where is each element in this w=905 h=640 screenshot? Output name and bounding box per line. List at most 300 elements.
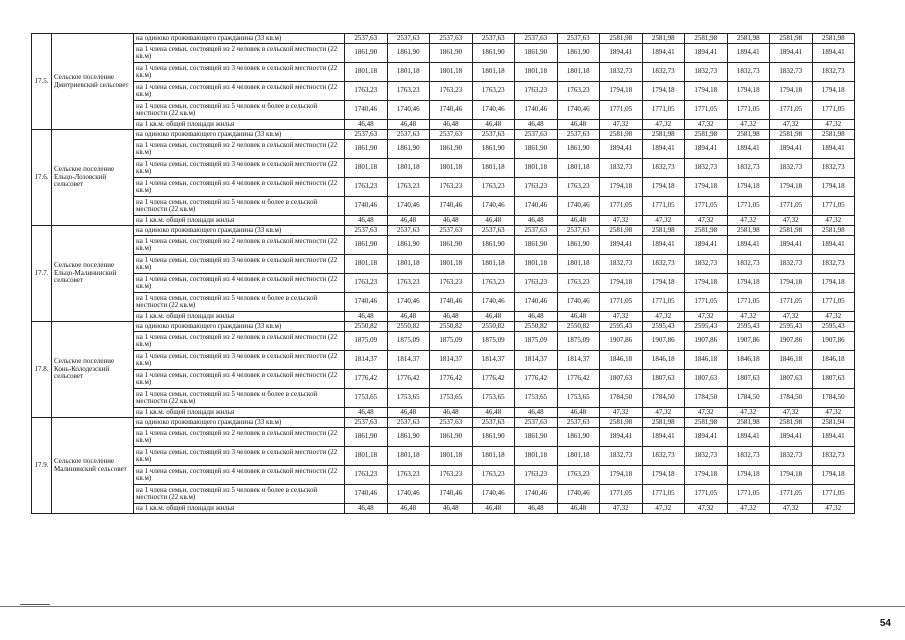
- value-cell: 2537,63: [387, 34, 430, 44]
- footer-mark: [20, 604, 50, 605]
- page-number: 54: [879, 618, 891, 629]
- value-cell: 1801,18: [345, 159, 388, 178]
- value-cell: 1894,41: [600, 236, 643, 255]
- value-cell: 46,48: [430, 504, 473, 514]
- value-cell: 1894,41: [727, 428, 770, 447]
- value-cell: 47,32: [770, 408, 813, 418]
- value-cell: 47,32: [642, 408, 685, 418]
- value-cell: 46,48: [557, 504, 600, 514]
- value-cell: 1861,90: [430, 236, 473, 255]
- value-cell: 47,32: [685, 216, 728, 226]
- table-row: [32, 120, 855, 130]
- norm-description: на 1 члена семьи, состоящей из 3 человек в сельской местности (22 кв.м): [134, 447, 345, 466]
- value-cell: 1832,73: [812, 159, 855, 178]
- value-cell: 1907,86: [685, 332, 728, 351]
- value-cell: 1894,41: [642, 44, 685, 63]
- norm-description: на 1 члена семьи, состоящей из 3 человек в сельской местности (22 кв.м): [134, 159, 345, 178]
- norm-description: на 1 кв.м. общей площади жилья: [134, 504, 345, 514]
- value-cell: 47,32: [812, 312, 855, 322]
- value-cell: 1894,41: [642, 236, 685, 255]
- norm-description: на 1 члена семьи, состоящей из 3 человек в сельской местности (22 кв.м): [134, 351, 345, 370]
- value-cell: 1907,86: [642, 332, 685, 351]
- norm-description: на 1 члена семьи, состоящей из 2 человек в сельской местности (22 кв.м): [134, 236, 345, 255]
- table-row: [32, 159, 855, 178]
- value-cell: 1861,90: [515, 140, 558, 159]
- value-cell: 1740,46: [557, 293, 600, 312]
- value-cell: 1771,05: [727, 197, 770, 216]
- value-cell: 2595,43: [600, 322, 643, 332]
- value-cell: 1894,41: [812, 140, 855, 159]
- value-cell: 2581,98: [685, 34, 728, 44]
- value-cell: 1801,18: [387, 447, 430, 466]
- value-cell: 46,48: [472, 504, 515, 514]
- value-cell: 1763,23: [345, 274, 388, 293]
- norm-description: на одиноко проживающего гражданина (33 кв.м): [134, 226, 345, 236]
- value-cell: 1763,23: [387, 178, 430, 197]
- value-cell: 2581,94: [812, 418, 855, 428]
- value-cell: 2537,63: [557, 418, 600, 428]
- value-cell: 47,32: [812, 408, 855, 418]
- section-code: 17.6.: [32, 130, 52, 226]
- value-cell: 1846,18: [642, 351, 685, 370]
- value-cell: 1771,05: [685, 197, 728, 216]
- table-row: [32, 293, 855, 312]
- value-cell: 1771,05: [600, 101, 643, 120]
- value-cell: 1894,41: [685, 428, 728, 447]
- table-row: [32, 447, 855, 466]
- value-cell: 1740,46: [472, 101, 515, 120]
- value-cell: 1794,18: [812, 274, 855, 293]
- value-cell: 1771,05: [600, 485, 643, 504]
- norm-description: на 1 члена семьи, состоящей из 5 человек и более в сельской местности (22 кв.м): [134, 293, 345, 312]
- value-cell: 46,48: [515, 408, 558, 418]
- value-cell: 2537,63: [515, 34, 558, 44]
- value-cell: 2537,63: [430, 418, 473, 428]
- value-cell: 46,48: [387, 504, 430, 514]
- value-cell: 47,32: [770, 312, 813, 322]
- value-cell: 2550,82: [430, 322, 473, 332]
- value-cell: 1861,90: [557, 140, 600, 159]
- value-cell: 2550,82: [345, 322, 388, 332]
- value-cell: 46,48: [515, 216, 558, 226]
- value-cell: 1814,37: [472, 351, 515, 370]
- value-cell: 2595,43: [812, 322, 855, 332]
- value-cell: 1763,23: [387, 466, 430, 485]
- value-cell: 1832,73: [770, 159, 813, 178]
- value-cell: 1807,63: [685, 370, 728, 389]
- norm-description: на 1 члена семьи, состоящей из 3 человек в сельской местности (22 кв.м): [134, 255, 345, 274]
- value-cell: 1771,05: [685, 485, 728, 504]
- value-cell: 2537,63: [472, 34, 515, 44]
- value-cell: 1801,18: [345, 63, 388, 82]
- value-cell: 1771,05: [770, 293, 813, 312]
- value-cell: 1763,23: [515, 82, 558, 101]
- value-cell: 2550,82: [515, 322, 558, 332]
- value-cell: 2581,98: [812, 226, 855, 236]
- norm-description: на 1 кв.м. общей площади жилья: [134, 216, 345, 226]
- value-cell: 1801,18: [387, 159, 430, 178]
- value-cell: 47,32: [727, 408, 770, 418]
- value-cell: 1801,18: [472, 63, 515, 82]
- value-cell: 1784,50: [812, 389, 855, 408]
- value-cell: 1861,90: [387, 140, 430, 159]
- norm-description: на 1 члена семьи, состоящей из 5 человек и более в сельской местности (22 кв.м): [134, 485, 345, 504]
- value-cell: 1740,46: [515, 485, 558, 504]
- value-cell: 46,48: [472, 312, 515, 322]
- value-cell: 1875,09: [387, 332, 430, 351]
- value-cell: 2550,82: [472, 322, 515, 332]
- value-cell: 1740,46: [430, 293, 473, 312]
- value-cell: 1753,65: [345, 389, 388, 408]
- value-cell: 1763,23: [557, 274, 600, 293]
- table-row: [32, 332, 855, 351]
- value-cell: 1832,73: [600, 159, 643, 178]
- value-cell: 47,32: [812, 120, 855, 130]
- value-cell: 1832,73: [642, 447, 685, 466]
- value-cell: 1794,18: [685, 178, 728, 197]
- value-cell: 46,48: [557, 408, 600, 418]
- table-row: [32, 466, 855, 485]
- value-cell: 1794,18: [642, 82, 685, 101]
- value-cell: 1832,73: [727, 63, 770, 82]
- value-cell: 2595,43: [685, 322, 728, 332]
- table-row: [32, 226, 855, 236]
- table-row: [32, 312, 855, 322]
- value-cell: 1740,46: [387, 197, 430, 216]
- value-cell: 46,48: [387, 120, 430, 130]
- value-cell: 46,48: [515, 504, 558, 514]
- value-cell: 1875,09: [557, 332, 600, 351]
- value-cell: 47,32: [685, 312, 728, 322]
- value-cell: 47,32: [600, 216, 643, 226]
- value-cell: 1832,73: [685, 447, 728, 466]
- value-cell: 1794,18: [642, 178, 685, 197]
- value-cell: 2581,98: [770, 34, 813, 44]
- value-cell: 2581,98: [727, 34, 770, 44]
- value-cell: 1771,05: [685, 101, 728, 120]
- value-cell: 1763,23: [430, 274, 473, 293]
- norm-description: на 1 члена семьи, состоящей из 4 человек в сельской местности (22 кв.м): [134, 466, 345, 485]
- value-cell: 47,32: [600, 408, 643, 418]
- value-cell: 1763,23: [387, 274, 430, 293]
- value-cell: 1794,18: [600, 466, 643, 485]
- value-cell: 1763,23: [430, 178, 473, 197]
- norm-description: на 1 члена семьи, состоящей из 2 человек в сельской местности (22 кв.м): [134, 44, 345, 63]
- value-cell: 1740,46: [430, 485, 473, 504]
- value-cell: 1763,23: [472, 82, 515, 101]
- table-row: [32, 418, 855, 428]
- value-cell: 1763,23: [557, 82, 600, 101]
- value-cell: 2537,63: [345, 418, 388, 428]
- norm-description: на одиноко проживающего гражданина (33 кв.м): [134, 418, 345, 428]
- value-cell: 1740,46: [472, 293, 515, 312]
- value-cell: 2537,63: [557, 226, 600, 236]
- norm-description: на 1 члена семьи, состоящей из 2 человек в сельской местности (22 кв.м): [134, 140, 345, 159]
- value-cell: 1784,50: [727, 389, 770, 408]
- value-cell: 1771,05: [812, 101, 855, 120]
- value-cell: 1801,18: [387, 63, 430, 82]
- value-cell: 1861,90: [387, 44, 430, 63]
- table-row: [32, 389, 855, 408]
- value-cell: 1894,41: [685, 140, 728, 159]
- value-cell: 1753,65: [557, 389, 600, 408]
- value-cell: 1794,18: [685, 82, 728, 101]
- value-cell: 1776,42: [472, 370, 515, 389]
- value-cell: 1894,41: [600, 140, 643, 159]
- value-cell: 1861,90: [430, 44, 473, 63]
- value-cell: 1875,09: [472, 332, 515, 351]
- value-cell: 1801,18: [345, 255, 388, 274]
- value-cell: 1894,41: [685, 236, 728, 255]
- value-cell: 46,48: [472, 408, 515, 418]
- value-cell: 1861,90: [472, 140, 515, 159]
- value-cell: 1814,37: [557, 351, 600, 370]
- norm-description: на 1 члена семьи, состоящей из 2 человек в сельской местности (22 кв.м): [134, 332, 345, 351]
- value-cell: 1771,05: [642, 197, 685, 216]
- value-cell: 1740,46: [515, 293, 558, 312]
- norm-description: на 1 члена семьи, состоящей из 4 человек в сельской местности (22 кв.м): [134, 82, 345, 101]
- value-cell: 1894,41: [812, 44, 855, 63]
- value-cell: 2537,63: [387, 226, 430, 236]
- value-cell: 1771,05: [600, 293, 643, 312]
- value-cell: 1763,23: [472, 274, 515, 293]
- value-cell: 1832,73: [770, 63, 813, 82]
- value-cell: 2550,82: [387, 322, 430, 332]
- value-cell: 1861,90: [557, 428, 600, 447]
- value-cell: 1807,63: [642, 370, 685, 389]
- value-cell: 1832,73: [727, 447, 770, 466]
- value-cell: 1894,41: [727, 140, 770, 159]
- value-cell: 1894,41: [812, 428, 855, 447]
- value-cell: 47,32: [642, 312, 685, 322]
- value-cell: 1753,65: [430, 389, 473, 408]
- value-cell: 1807,63: [812, 370, 855, 389]
- footer-rule: [0, 606, 905, 607]
- value-cell: 1801,18: [472, 159, 515, 178]
- value-cell: 1875,09: [515, 332, 558, 351]
- value-cell: 1801,18: [515, 447, 558, 466]
- value-cell: 1740,46: [387, 293, 430, 312]
- tariff-table-container: [31, 33, 854, 514]
- table-row: [32, 428, 855, 447]
- norm-description: на 1 члена семьи, состоящей из 5 человек и более в сельской местности (22 кв.м): [134, 197, 345, 216]
- value-cell: 1801,18: [515, 159, 558, 178]
- value-cell: 1907,86: [727, 332, 770, 351]
- value-cell: 1794,18: [770, 178, 813, 197]
- value-cell: 2537,63: [345, 34, 388, 44]
- value-cell: 1894,41: [770, 44, 813, 63]
- value-cell: 1763,23: [557, 466, 600, 485]
- value-cell: 47,32: [770, 120, 813, 130]
- value-cell: 1771,05: [727, 485, 770, 504]
- value-cell: 47,32: [642, 216, 685, 226]
- value-cell: 46,48: [345, 504, 388, 514]
- value-cell: 1801,18: [345, 447, 388, 466]
- norm-description: на 1 члена семьи, состоящей из 2 человек в сельской местности (22 кв.м): [134, 428, 345, 447]
- value-cell: 47,32: [727, 120, 770, 130]
- value-cell: 46,48: [557, 216, 600, 226]
- value-cell: 1894,41: [727, 236, 770, 255]
- value-cell: 1771,05: [600, 197, 643, 216]
- tariff-table-body: [32, 34, 855, 514]
- value-cell: 1807,63: [770, 370, 813, 389]
- norm-description: на 1 члена семьи, состоящей из 3 человек в сельской местности (22 кв.м): [134, 63, 345, 82]
- value-cell: 2581,98: [642, 418, 685, 428]
- norm-description: на одиноко проживающего гражданина (33 кв.м): [134, 34, 345, 44]
- value-cell: 1832,73: [685, 255, 728, 274]
- table-row: [32, 485, 855, 504]
- value-cell: 46,48: [387, 408, 430, 418]
- value-cell: 1814,37: [430, 351, 473, 370]
- value-cell: 1740,46: [430, 101, 473, 120]
- value-cell: 46,48: [557, 120, 600, 130]
- value-cell: 1861,90: [515, 236, 558, 255]
- value-cell: 46,48: [472, 120, 515, 130]
- value-cell: 2537,63: [515, 226, 558, 236]
- value-cell: 1861,90: [430, 140, 473, 159]
- value-cell: 2537,63: [430, 226, 473, 236]
- value-cell: 1894,41: [812, 236, 855, 255]
- value-cell: 1794,18: [600, 82, 643, 101]
- value-cell: 46,48: [430, 120, 473, 130]
- value-cell: 2537,63: [345, 226, 388, 236]
- value-cell: 1861,90: [345, 140, 388, 159]
- value-cell: 1740,46: [515, 197, 558, 216]
- value-cell: 1832,73: [600, 447, 643, 466]
- value-cell: 1784,50: [642, 389, 685, 408]
- value-cell: 2581,98: [770, 130, 813, 140]
- value-cell: 1740,46: [345, 101, 388, 120]
- settlement-name: Сельское поселение Конь-Колодезский сельсовет: [52, 322, 134, 418]
- norm-description: на 1 кв.м. общей площади жилья: [134, 120, 345, 130]
- value-cell: 2581,98: [812, 130, 855, 140]
- value-cell: 2537,63: [472, 130, 515, 140]
- table-row: [32, 255, 855, 274]
- table-row: [32, 216, 855, 226]
- value-cell: 1832,73: [812, 447, 855, 466]
- value-cell: 46,48: [387, 312, 430, 322]
- value-cell: 1771,05: [642, 293, 685, 312]
- table-row: [32, 178, 855, 197]
- value-cell: 47,32: [770, 504, 813, 514]
- norm-description: на 1 кв.м. общей площади жилья: [134, 312, 345, 322]
- value-cell: 2537,63: [515, 418, 558, 428]
- value-cell: 1894,41: [685, 44, 728, 63]
- value-cell: 46,48: [430, 408, 473, 418]
- value-cell: 1763,23: [345, 178, 388, 197]
- settlement-name: Сельское поселение Ельцо-Малининский сельсовет: [52, 226, 134, 322]
- value-cell: 2581,98: [600, 34, 643, 44]
- value-cell: 1861,90: [430, 428, 473, 447]
- value-cell: 1894,41: [642, 428, 685, 447]
- value-cell: 1801,18: [557, 159, 600, 178]
- table-row: [32, 82, 855, 101]
- value-cell: 1794,18: [727, 82, 770, 101]
- value-cell: 1784,50: [770, 389, 813, 408]
- value-cell: 2537,63: [472, 418, 515, 428]
- value-cell: 2581,98: [642, 226, 685, 236]
- value-cell: 1861,90: [515, 44, 558, 63]
- value-cell: 1894,41: [727, 44, 770, 63]
- value-cell: 1771,05: [812, 293, 855, 312]
- value-cell: 2581,98: [642, 130, 685, 140]
- value-cell: 1832,73: [770, 255, 813, 274]
- value-cell: 2581,98: [600, 130, 643, 140]
- value-cell: 1776,42: [430, 370, 473, 389]
- value-cell: 1894,41: [642, 140, 685, 159]
- value-cell: 1740,46: [557, 101, 600, 120]
- value-cell: 1740,46: [472, 197, 515, 216]
- value-cell: 1846,18: [812, 351, 855, 370]
- value-cell: 2581,98: [685, 418, 728, 428]
- value-cell: 1861,90: [387, 236, 430, 255]
- value-cell: 1763,23: [515, 466, 558, 485]
- norm-description: на 1 члена семьи, состоящей из 5 человек и более в сельской местности (22 кв.м): [134, 101, 345, 120]
- value-cell: 1894,41: [770, 140, 813, 159]
- value-cell: 2581,98: [600, 418, 643, 428]
- value-cell: 47,32: [727, 504, 770, 514]
- norm-description: на 1 кв.м. общей площади жилья: [134, 408, 345, 418]
- value-cell: 1763,23: [345, 82, 388, 101]
- value-cell: 2550,82: [557, 322, 600, 332]
- value-cell: 47,32: [812, 216, 855, 226]
- value-cell: 1794,18: [600, 178, 643, 197]
- value-cell: 1776,42: [387, 370, 430, 389]
- value-cell: 1753,65: [387, 389, 430, 408]
- value-cell: 1794,18: [770, 466, 813, 485]
- table-row: [32, 322, 855, 332]
- value-cell: 1832,73: [600, 63, 643, 82]
- value-cell: 1832,73: [642, 63, 685, 82]
- value-cell: 47,32: [600, 504, 643, 514]
- value-cell: 1832,73: [727, 159, 770, 178]
- value-cell: 2537,63: [430, 34, 473, 44]
- value-cell: 1794,18: [727, 178, 770, 197]
- value-cell: 47,32: [600, 120, 643, 130]
- value-cell: 1763,23: [515, 178, 558, 197]
- section-code: 17.8.: [32, 322, 52, 418]
- value-cell: 1846,18: [770, 351, 813, 370]
- value-cell: 46,48: [345, 216, 388, 226]
- table-row: [32, 504, 855, 514]
- value-cell: 2537,63: [430, 130, 473, 140]
- value-cell: 1875,09: [430, 332, 473, 351]
- value-cell: 1861,90: [387, 428, 430, 447]
- value-cell: 1794,18: [812, 178, 855, 197]
- value-cell: 2581,98: [770, 226, 813, 236]
- value-cell: 1861,90: [557, 44, 600, 63]
- value-cell: 1894,41: [600, 44, 643, 63]
- value-cell: 2537,63: [387, 418, 430, 428]
- value-cell: 1832,73: [685, 63, 728, 82]
- value-cell: 1771,05: [770, 101, 813, 120]
- value-cell: 1771,05: [685, 293, 728, 312]
- value-cell: 46,48: [515, 312, 558, 322]
- value-cell: 1861,90: [557, 236, 600, 255]
- value-cell: 1763,23: [430, 466, 473, 485]
- value-cell: 1776,42: [515, 370, 558, 389]
- value-cell: 1794,18: [685, 466, 728, 485]
- value-cell: 1740,46: [387, 101, 430, 120]
- norm-description: на 1 члена семьи, состоящей из 4 человек в сельской местности (22 кв.м): [134, 370, 345, 389]
- table-row: [32, 274, 855, 293]
- value-cell: 1832,73: [727, 255, 770, 274]
- value-cell: 2581,98: [685, 226, 728, 236]
- norm-description: на 1 члена семьи, состоящей из 4 человек в сельской местности (22 кв.м): [134, 178, 345, 197]
- value-cell: 1894,41: [770, 236, 813, 255]
- value-cell: 2537,63: [515, 130, 558, 140]
- table-row: [32, 63, 855, 82]
